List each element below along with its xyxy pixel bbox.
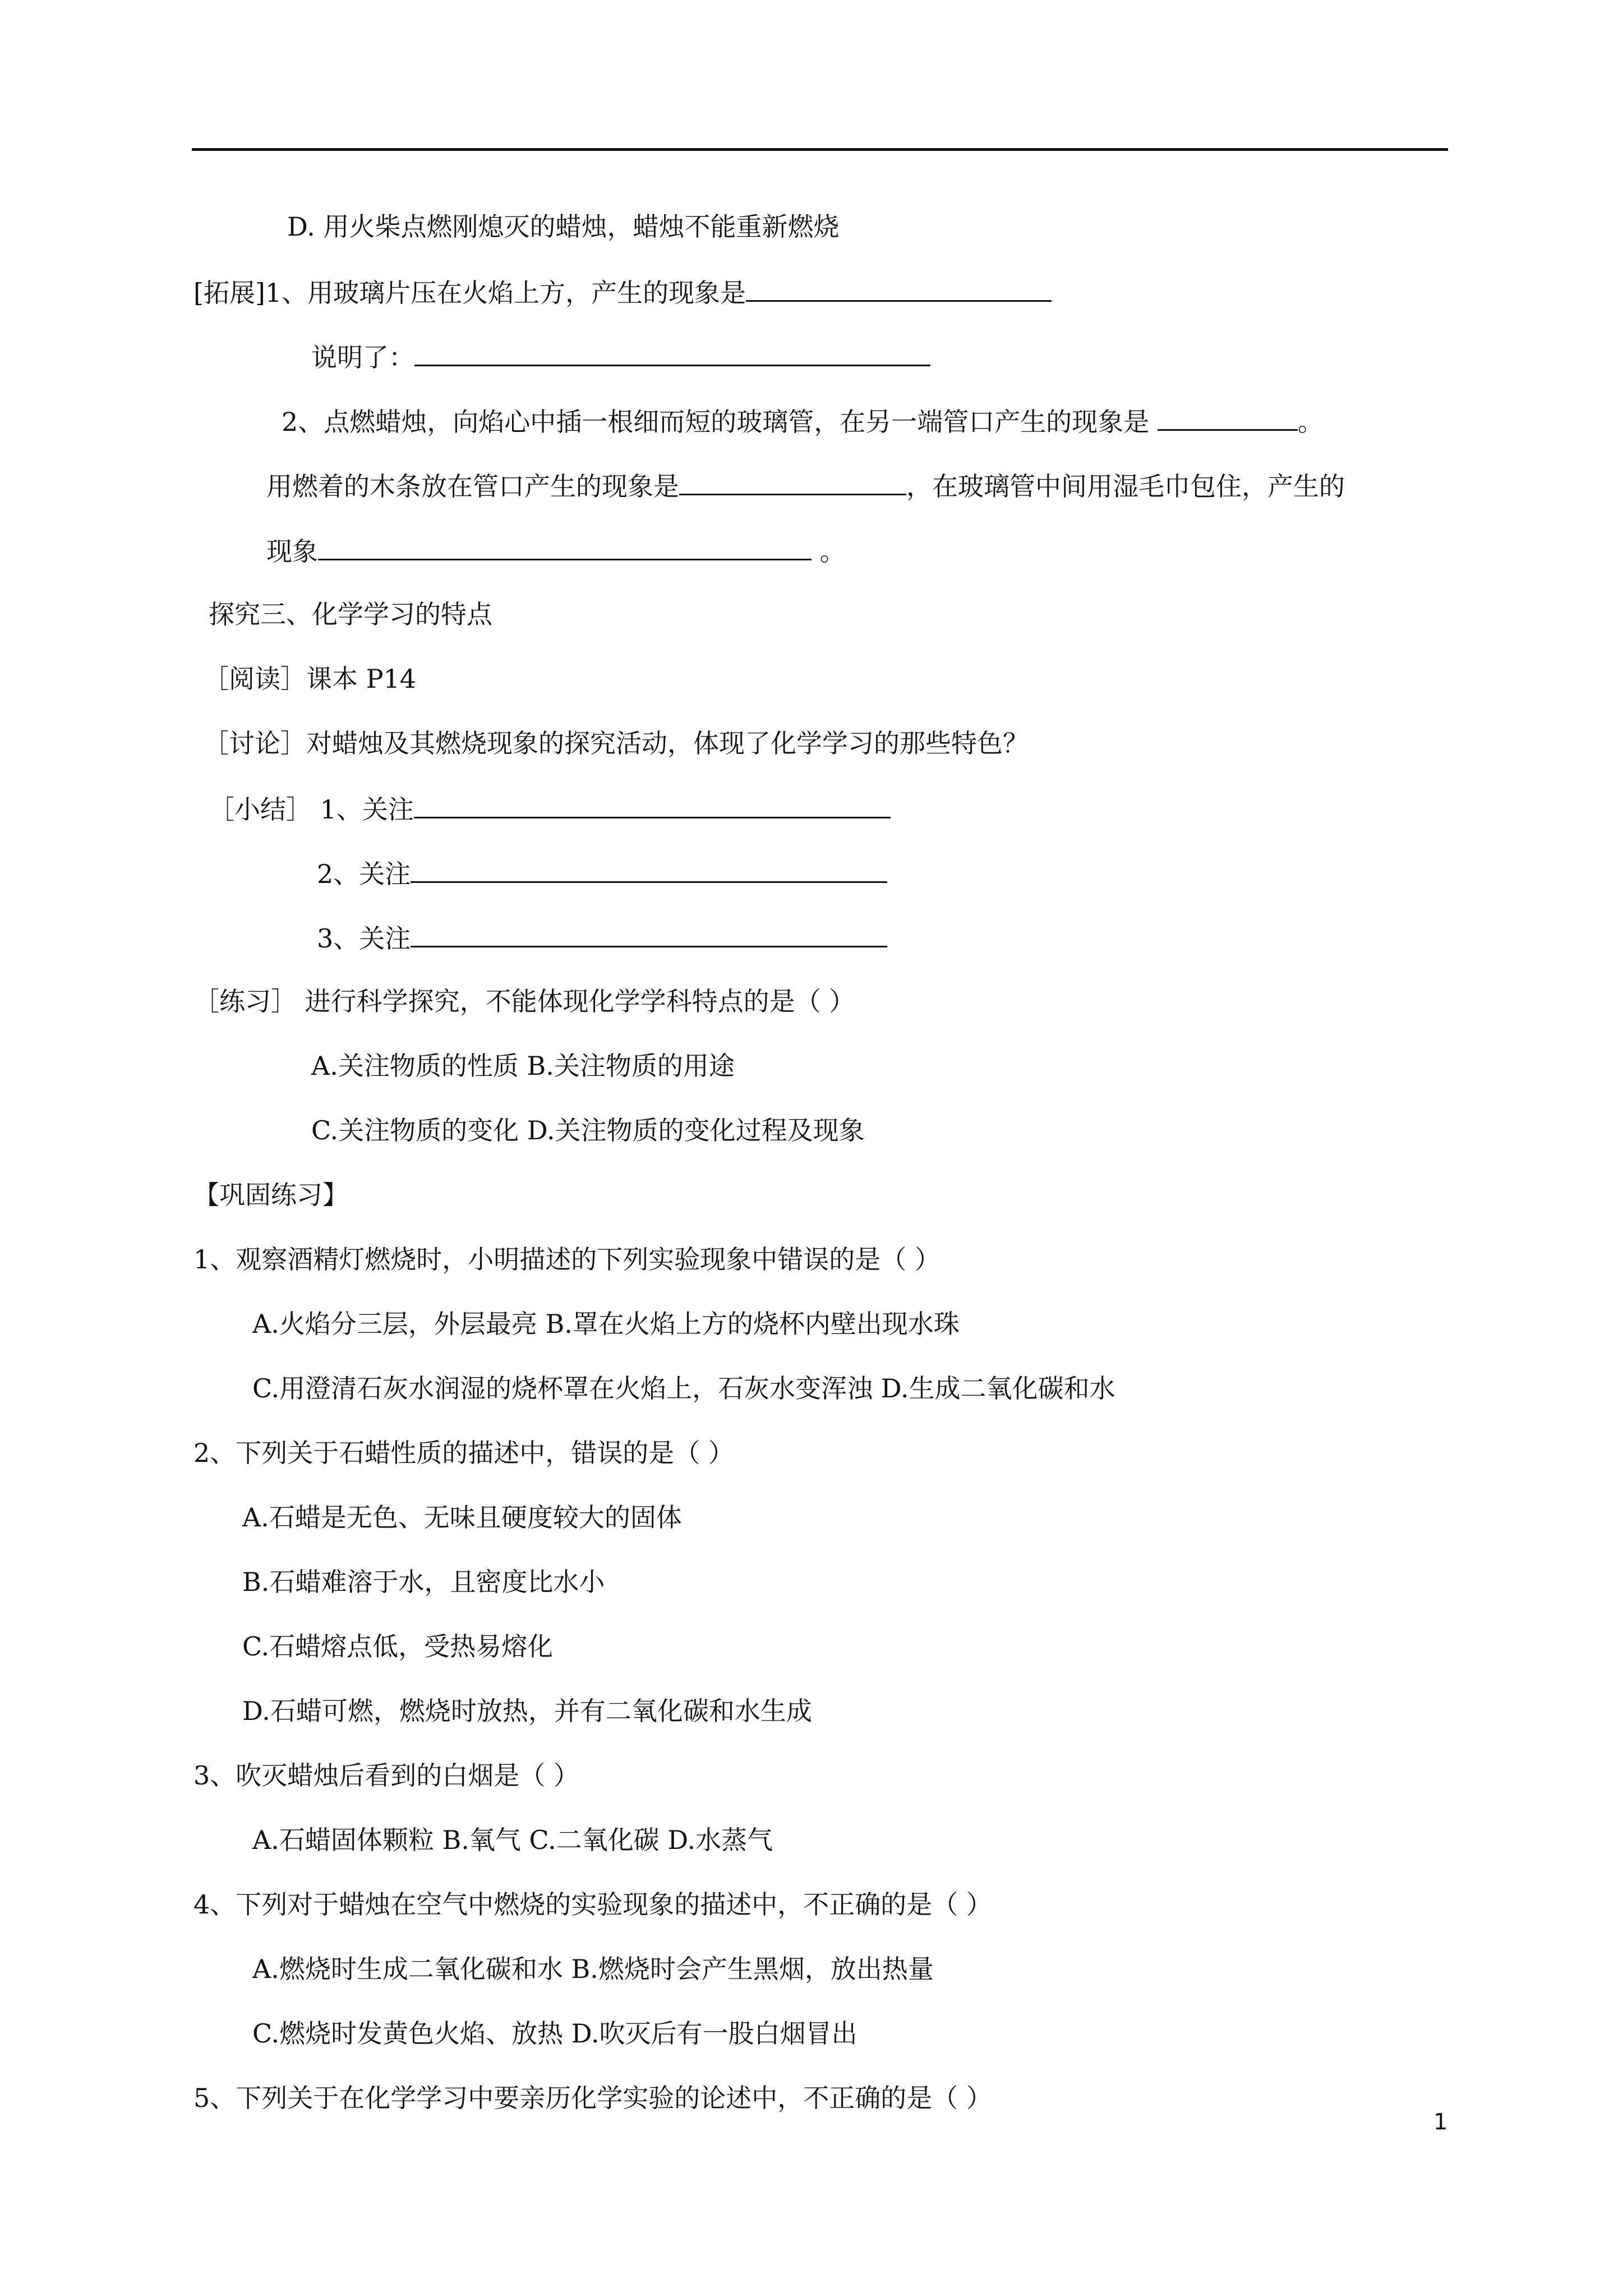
text: A.石蜡固体颗粒 B.氧气 C.二氧化碳 D.水蒸气 <box>252 1825 773 1855</box>
text: ［阅读］课本 P14 <box>203 664 417 694</box>
answer-blank <box>411 920 887 947</box>
question-5 <box>193 2081 992 2115</box>
header-rule <box>192 148 1448 151</box>
extension-2-line <box>282 403 1324 439</box>
option-d-line <box>287 210 840 243</box>
answer-blank <box>411 855 887 883</box>
text: ［小结］ 1、关注 <box>209 794 414 825</box>
answer-blank <box>414 339 930 366</box>
question-2-option-c <box>242 1630 553 1663</box>
discussion-line <box>203 726 1029 760</box>
explanation-line <box>311 339 930 374</box>
question-2-option-d <box>242 1694 812 1728</box>
text: C.石蜡熔点低，受热易熔化 <box>242 1631 554 1662</box>
text: 3、吹灭蜡烛后看到的白烟是（ ） <box>193 1760 579 1791</box>
text: 1、观察酒精灯燃烧时，小明描述的下列实验现象中错误的是（ ） <box>193 1244 940 1274</box>
question-4 <box>193 1888 992 1921</box>
answer-blank <box>1158 403 1298 431</box>
answer-blank <box>318 533 811 560</box>
text: [拓展]1、用玻璃片压在火焰上方，产生的现象是 <box>193 278 746 308</box>
text: 说明了： <box>311 342 414 372</box>
reading-line <box>203 662 416 696</box>
question-1-options-ab <box>252 1307 960 1341</box>
page-number: 1 <box>1433 2109 1448 2135</box>
extension-1-line <box>193 274 1052 310</box>
text: C.用澄清石灰水润湿的烧杯罩在火焰上，石灰水变浑浊 D.生成二氧化碳和水 <box>252 1373 1115 1404</box>
question-1-options-cd <box>252 1372 1115 1405</box>
text: 3、关注 <box>317 923 411 954</box>
summary-3-line <box>317 920 887 955</box>
text: D.石蜡可燃，燃烧时放热，并有二氧化碳和水生成 <box>242 1696 812 1726</box>
summary-1-line <box>209 791 891 826</box>
extension-2-end-line <box>266 533 846 568</box>
text: A.关注物质的性质 B.关注物质的用途 <box>311 1051 735 1081</box>
text: C.燃烧时发黄色火焰、放热 D.吹灭后有一股白烟冒出 <box>252 2018 857 2049</box>
text: ，在玻璃管中间用湿毛巾包住，产生的 <box>906 471 1345 501</box>
practice-line <box>193 984 855 1018</box>
text: 用燃着的木条放在管口产生的现象是 <box>266 471 679 501</box>
question-3 <box>193 1759 579 1792</box>
text: ［练习］ 进行科学探究，不能体现化学学科特点的是（ ） <box>193 986 855 1016</box>
text: 探究三、化学学习的特点 <box>209 599 492 629</box>
text: 现象 <box>266 536 318 567</box>
text: A.火焰分三层，外层最亮 B.罩在火焰上方的烧杯内壁出现水珠 <box>252 1309 960 1339</box>
text: C.关注物质的变化 D.关注物质的变化过程及现象 <box>311 1115 865 1145</box>
question-4-options-ab <box>252 1952 934 1986</box>
question-2-option-b <box>242 1565 605 1599</box>
text: 。 <box>1297 407 1324 437</box>
question-4-options-cd <box>252 2017 857 2050</box>
summary-2-line <box>317 855 887 891</box>
text: 。 <box>819 536 846 567</box>
practice-options-ab <box>311 1049 735 1083</box>
extension-2-cont-line <box>266 468 1345 503</box>
text: 2、关注 <box>317 859 411 889</box>
question-2 <box>193 1436 734 1470</box>
text: 4、下列对于蜡烛在空气中燃烧的实验现象的描述中，不正确的是（ ） <box>193 1889 992 1920</box>
question-1 <box>193 1243 940 1276</box>
answer-blank <box>746 274 1052 302</box>
text: 【巩固练习】 <box>193 1180 348 1210</box>
answer-blank <box>679 468 906 495</box>
question-2-option-a <box>242 1501 682 1534</box>
text: A.石蜡是无色、无味且硬度较大的固体 <box>242 1502 682 1533</box>
text: 2、下列关于石蜡性质的描述中，错误的是（ ） <box>193 1438 734 1468</box>
text: A.燃烧时生成二氧化碳和水 B.燃烧时会产生黑烟，放出热量 <box>252 1954 934 1984</box>
text: 5、下列关于在化学学习中要亲历化学实验的论述中，不正确的是（ ） <box>193 2083 992 2113</box>
practice-options-cd <box>311 1114 865 1147</box>
consolidation-heading <box>193 1178 348 1212</box>
text: ［讨论］对蜡烛及其燃烧现象的探究活动，体现了化学学习的那些特色？ <box>203 728 1029 758</box>
section-heading <box>209 597 492 631</box>
text: B.石蜡难溶于水，且密度比水小 <box>242 1567 605 1597</box>
text: 2、点燃蜡烛，向焰心中插一根细而短的玻璃管，在另一端管口产生的现象是 <box>282 407 1150 437</box>
question-3-options <box>252 1823 773 1857</box>
text: D. 用火柴点燃刚熄灭的蜡烛，蜡烛不能重新燃烧 <box>287 211 840 242</box>
answer-blank <box>414 791 891 818</box>
